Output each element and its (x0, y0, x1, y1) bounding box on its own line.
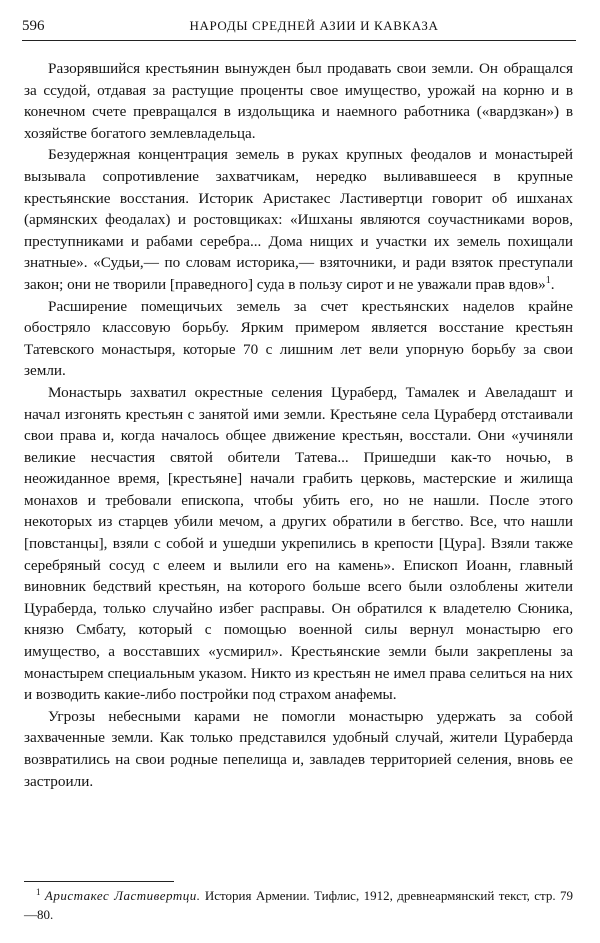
footnote-author: Аристакес Ластивертци. (44, 888, 201, 903)
running-title: НАРОДЫ СРЕДНЕЙ АЗИИ И КАВКАЗА (189, 18, 439, 33)
paragraph: Угрозы небесными карами не помогли монастырю удержать за собой захваченные земли. Как только представился удобный случай, жители Цураберда возвратились на свои родные пепелища и, завладев территорией селения, вновь ее застроили. (24, 707, 573, 790)
footnote-divider (24, 881, 174, 882)
paragraph: Безудержная концентрация земель в руках крупных феодалов и монастырей вызывала сопротивление захватчикам, нередко выливавшееся в крупные крестьянские восстания. Историк Аристакес Ластивертци говорит об ишханах (армянских феодалах) и ростовщиках: «Ишханы являются соучастниками воров, преступниками и рабами серебра... Дома нищих и участки их земель похищали знатные». «Судьи,— по словам историка,— взяточники, и ради взяток преступали закон; они не творили [праведного] суда в пользу сирот и не уважали прав вдов»$^1$. (24, 146, 573, 293)
footnote-text: История Армении. Тифлис, 1912, древнеармянский текст, стр. 79—80. (24, 888, 574, 922)
page-number: 596 (22, 18, 45, 34)
main-text (24, 58, 573, 792)
paragraph: Расширение помещичьих земель за счет крестьянских наделов крайне обостряло классовую борьбу. Ярким примером является восстание крестьян Татевского монастыря, которые 70 с лишним лет вели упорную борьбу за свои земли. (24, 297, 573, 380)
paragraph: Монастырь захватил окрестные селения Цураберд, Тамалек и Авеладашт и начал изгонять крестьян с занятой ими земли. Крестьяне села Цураберд отстаивали свои права и, когда началось общее движение крестьян, восстали. Они «учиняли великие несчастия святой обители Татева... Пришедши как-то ночью, в неожиданное время, [крестьяне] начали грабить церковь, мастерские и жилища монахов и требовали епископа, чтобы убить его, но не нашли. После этого некоторых из старцев убили мечом, а других обратили в бегство. Все, что нашли [повстанцы], взяли с собой и ушедши укрепились в крепости [Цура]. Взяли также серебряный сосуд с елеем и вылили его на камень». Епископ Иоанн, главный виновник бедствий крестьян, на которого больше всего были озлоблены жители Цураберда, только случайно избег расправы. Он обратился к владетелю Сюника, князю Смбату, который с помощью военной силы вернул монастырю его имущество, а восставших «усмирил». Крестьянские земли были закреплены за монастырем специальным указом. Никто из крестьян не имел права селиться на них и возводить какие-либо постройки под страхом анафемы. (24, 383, 573, 704)
footnote-mark: 1 (36, 886, 41, 897)
page-header (22, 14, 576, 41)
paragraph: Разорявшийся крестьянин вынужден был продавать свои земли. Он обращался за ссудой, отдавая за растущие проценты свое имущество, урожай на корню и в конечном счете превращался в издольщика и наемного работника («вардзкан») в хозяйстве богатого землевладельца. (24, 60, 573, 142)
footnote-reference[interactable]: 1 (545, 274, 551, 286)
paragraph-text: Безудержная концентрация земель в руках крупных феодалов и монастырей вызывала сопротивление захватчикам, нередко выливавшееся в крупные крестьянские восстания. Историк Аристакес Ластивертци говорит об ишханах (армянских феодалах) и ростовщиках: «Ишханы являются соучастниками воров, преступниками и рабами серебра... Дома нищих и участки их земель похищали знатные». «Судьи,— по словам историка,— взяточники, и ради взяток преступали закон; они не творили [праведного] суда в пользу сирот и не уважали прав вдов» (24, 146, 573, 293)
footnote (24, 886, 573, 924)
